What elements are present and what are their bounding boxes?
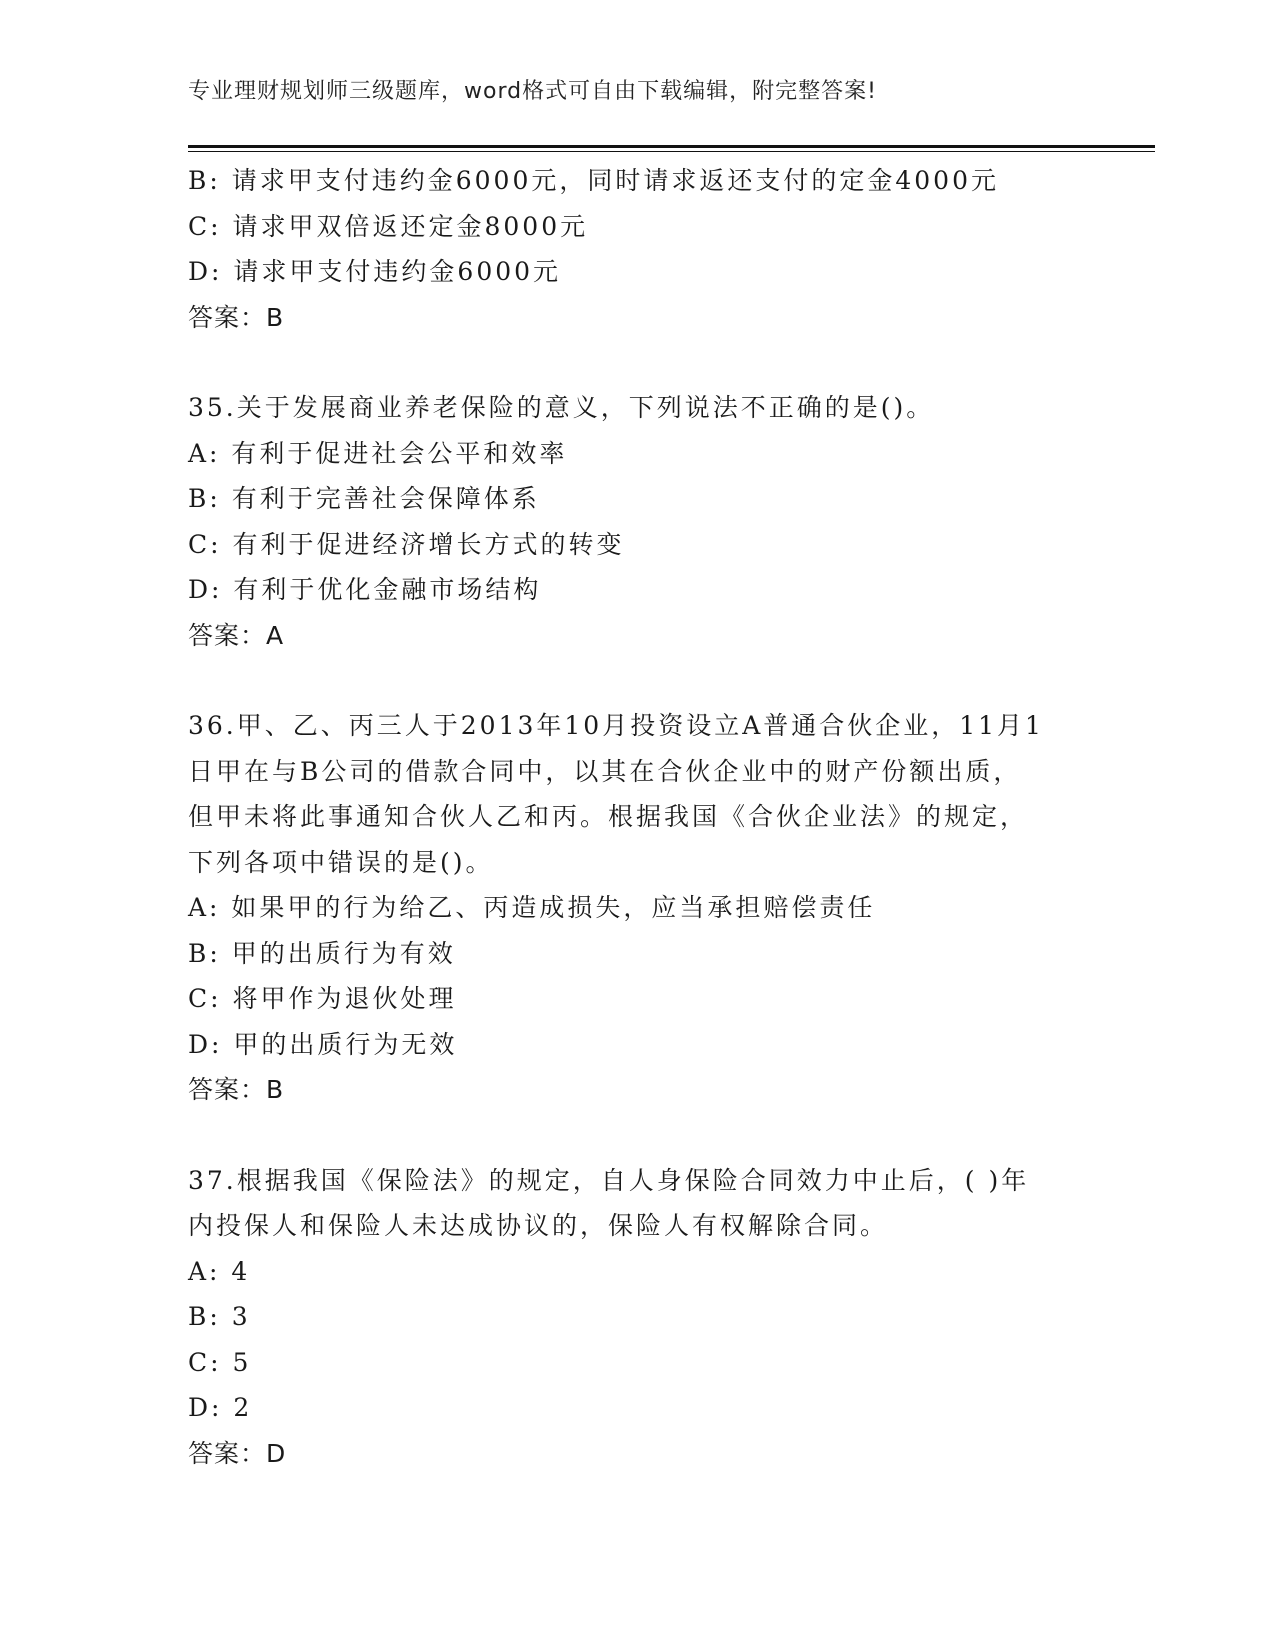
answer: 答案：A bbox=[188, 620, 285, 650]
option-a: A: 4 bbox=[188, 1256, 251, 1286]
option-c: C: 5 bbox=[188, 1347, 252, 1377]
option-a: A: 有利于促进社会公平和效率 bbox=[188, 438, 568, 468]
option-b: B: 请求甲支付违约金6000元，同时请求返还支付的定金4000元 bbox=[188, 166, 999, 195]
option-d: D: 甲的出质行为无效 bbox=[188, 1029, 458, 1059]
question-stem-line: 下列各项中错误的是()。 bbox=[188, 847, 494, 877]
question-stem-line: 37.根据我国《保险法》的规定，自人身保险合同效力中止后，( )年 bbox=[188, 1165, 1030, 1195]
answer: 答案：B bbox=[188, 1075, 285, 1104]
question-stem-line: 日甲在与B公司的借款合同中，以其在合伙企业中的财产份额出质， bbox=[188, 756, 1022, 786]
question-stem-line: 但甲未将此事通知合伙人乙和丙。根据我国《合伙企业法》的规定， bbox=[188, 802, 1029, 831]
question-stem-line: 内投保人和保险人未达成协议的，保险人有权解除合同。 bbox=[188, 1211, 889, 1240]
spacer bbox=[188, 340, 1078, 385]
option-b: B: 3 bbox=[188, 1302, 251, 1331]
option-c: C: 请求甲双倍返还定金8000元 bbox=[188, 211, 589, 241]
option-b: B: 甲的出质行为有效 bbox=[188, 938, 456, 968]
option-d: D: 有利于优化金融市场结构 bbox=[188, 575, 542, 604]
option-c: C: 将甲作为退伙处理 bbox=[188, 984, 457, 1013]
question-content bbox=[188, 158, 1078, 1476]
option-d: D: 请求甲支付违约金6000元 bbox=[188, 257, 562, 286]
page-header: 专业理财规划师三级题库，word格式可自由下载编辑，附完整答案! bbox=[188, 79, 877, 104]
option-c: C: 有利于促进经济增长方式的转变 bbox=[188, 529, 625, 559]
answer: 答案：D bbox=[188, 1438, 287, 1468]
header-rule-thin bbox=[188, 151, 1155, 152]
option-a: A: 如果甲的行为给乙、丙造成损失，应当承担赔偿责任 bbox=[188, 893, 876, 922]
spacer bbox=[188, 658, 1078, 703]
spacer bbox=[188, 1113, 1078, 1158]
option-b: B: 有利于完善社会保障体系 bbox=[188, 484, 540, 513]
header-rule-thick bbox=[188, 145, 1155, 148]
option-d: D: 2 bbox=[188, 1393, 253, 1422]
question-stem-line: 36.甲、乙、丙三人于2013年10月投资设立A普通合伙企业，11月1 bbox=[188, 711, 1044, 740]
answer: 答案：B bbox=[188, 302, 285, 332]
question-stem: 35.关于发展商业养老保险的意义，下列说法不正确的是()。 bbox=[188, 393, 935, 422]
